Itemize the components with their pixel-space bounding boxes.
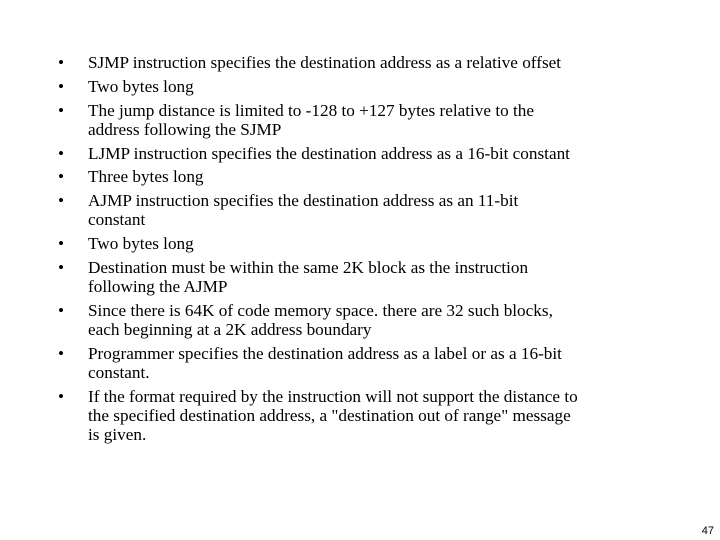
- bullet-icon: •: [58, 167, 65, 187]
- bullet-text-line: Two bytes long: [88, 76, 194, 96]
- bullet-item: [58, 144, 578, 163]
- bullet-item: [58, 77, 578, 96]
- bullet-text-line: each beginning at a 2K address boundary: [88, 320, 372, 340]
- bullet-item: [58, 191, 578, 229]
- bullet-icon: •: [58, 53, 65, 72]
- bullet-text-line: constant: [88, 210, 146, 230]
- bullet-item: [58, 167, 578, 186]
- bullet-item: [58, 53, 578, 72]
- bullet-item: [58, 344, 578, 382]
- bullet-icon: •: [58, 234, 65, 254]
- bullet-text-line: Since there is 64K of code memory space. there are 32 such blocks,: [88, 300, 553, 320]
- bullet-icon: •: [58, 143, 65, 163]
- bullet-item: [58, 301, 578, 339]
- bullet-text-line: LJMP instruction specifies the destination address as a 16-bit constant: [88, 143, 570, 163]
- bullet-icon: •: [58, 300, 65, 320]
- bullet-text-line: If the format required by the instruction will not support the distance to: [88, 386, 578, 406]
- bullet-item: [58, 101, 578, 139]
- bullet-text-line: constant.: [88, 363, 150, 383]
- bullet-icon: •: [58, 386, 65, 406]
- bullet-text-line: is given.: [88, 425, 147, 445]
- bullet-text-line: The jump distance is limited to -128 to +127 bytes relative to the: [88, 100, 534, 120]
- bullet-text-line: SJMP instruction specifies the destination address as a relative offset: [88, 53, 562, 72]
- bullet-text-line: Programmer specifies the destination address as a label or as a 16-bit: [88, 343, 562, 363]
- bullet-text-line: Two bytes long: [88, 234, 194, 254]
- bullet-text-line: the specified destination address, a "destination out of range" message: [88, 406, 571, 426]
- bullet-text-line: address following the SJMP: [88, 119, 282, 139]
- bullet-text-line: Three bytes long: [88, 167, 204, 187]
- bullet-item: [58, 387, 578, 445]
- bullet-list: [58, 53, 578, 449]
- bullet-icon: •: [58, 257, 65, 277]
- bullet-text-line: following the AJMP: [88, 277, 228, 297]
- bullet-icon: •: [58, 343, 65, 363]
- bullet-text-line: Destination must be within the same 2K block as the instruction: [88, 257, 529, 277]
- bullet-text-line: AJMP instruction specifies the destination address as an 11-bit: [88, 191, 519, 211]
- bullet-item: [58, 258, 578, 296]
- bullet-item: [58, 234, 578, 253]
- bullet-icon: •: [58, 76, 65, 96]
- bullet-icon: •: [58, 191, 65, 211]
- bullet-icon: •: [58, 100, 65, 120]
- page-number: 47: [701, 525, 714, 537]
